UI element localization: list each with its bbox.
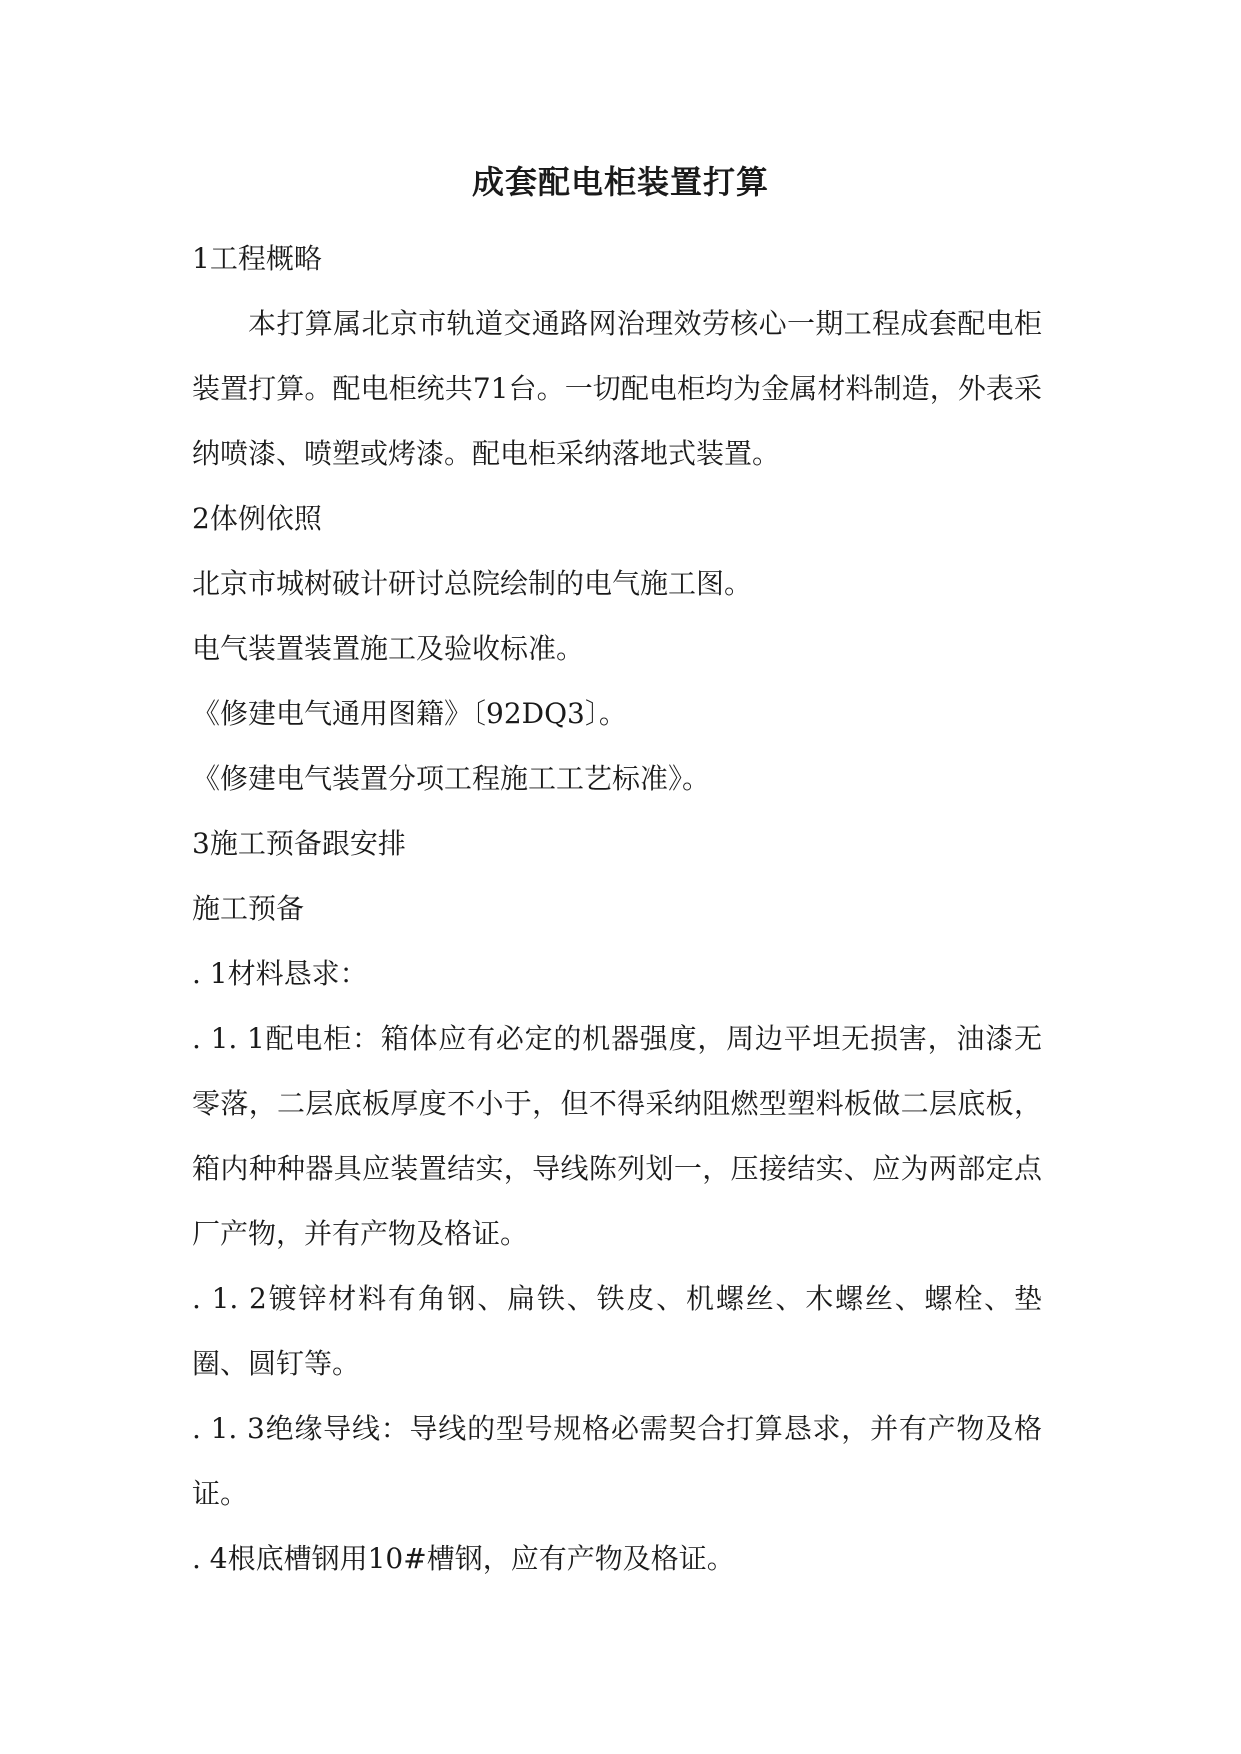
basis-item-standard: 电气装置装置施工及验收标准。 [192,632,585,665]
basis-item-process-standard: 《修建电气装置分项工程施工工艺标准》。 [192,762,711,795]
item-channel-steel: . 4根底槽钢用10#槽钢，应有产物及格证。 [192,1542,735,1575]
document-body [192,226,1042,1591]
section-heading-overview: 1工程概略 [192,242,322,275]
item-distribution-cabinet: . 1. 1配电柜：箱体应有必定的机器强度，周边平坦无损害，油漆无零落，二层底板厚度不小于，但不得采纳阻燃型塑料板做二层底板，箱内种种器具应装置结实，导线陈列划一，压接结实、应为两部定点厂产物，并有产物及格证。 [192,1022,1042,1250]
document-title: 成套配电柜装置打算 [471,163,769,201]
item-insulated-wire: . 1. 3绝缘导线：导线的型号规格必需契合打算恳求，并有产物及格证。 [192,1412,1042,1510]
item-material-requirements: . 1材料恳求： [192,957,368,990]
basis-item-drawings: 北京市城树破计研讨总院绘制的电气施工图。 [192,567,753,600]
subsection-heading-preparation: 施工预备 [192,892,305,925]
section-heading-preparation: 3施工预备跟安排 [192,827,406,860]
basis-item-atlas: 《修建电气通用图籍》〔92DQ3〕。 [192,697,627,730]
overview-paragraph: 本打算属北京市轨道交通路网治理效劳核心一期工程成套配电柜装置打算。配电柜统共71台。一切配电柜均为金属材料制造，外表采纳喷漆、喷塑或烤漆。配电柜采纳落地式装置。 [192,307,1042,470]
item-galvanized-materials: . 1. 2镀锌材料有角钢、扁铁、铁皮、机螺丝、木螺丝、螺栓、垫圈、圆钉等。 [192,1282,1042,1380]
section-heading-basis: 2体例依照 [192,502,322,535]
